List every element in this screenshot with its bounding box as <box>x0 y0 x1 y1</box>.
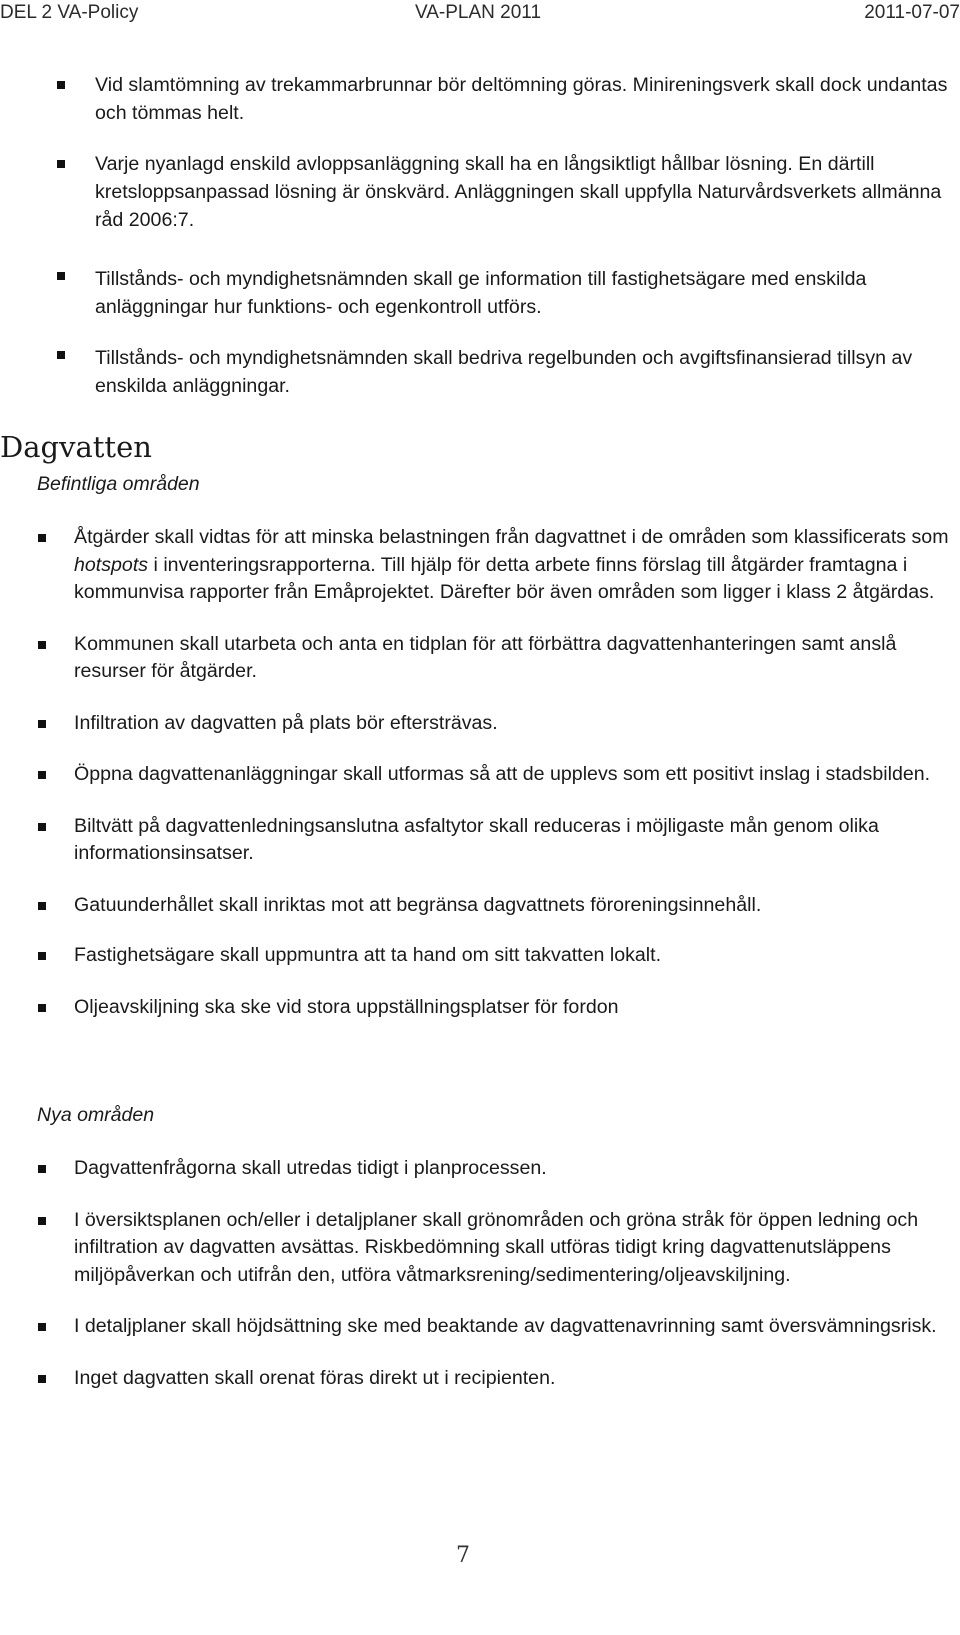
list-item <box>38 1207 958 1290</box>
bullet-square-icon <box>57 160 65 168</box>
list-item <box>38 631 958 686</box>
existing-areas-bullet-list <box>38 524 958 1021</box>
list-item-text: Tillstånds- och myndighetsnämnden skall bedriva regelbunden och avgiftsfinansierad tillsyn av enskilda anläggningar. <box>95 347 913 397</box>
list-item-text: Dagvattenfrågorna skall utredas tidigt i planprocessen. <box>74 1157 547 1179</box>
list-item-text: Inget dagvatten skall orenat föras direkt ut i recipienten. <box>74 1366 556 1389</box>
list-item-text: Tillstånds- och myndighetsnämnden skall ge information till fastighetsägare med enskilda anläggningar hur funktions- och egenkontroll utförs. <box>95 268 867 318</box>
list-item-text: Vid slamtömning av trekammarbrunnar bör deltömning göras. Minireningsverk skall dock undantas och tömmas helt. <box>95 74 948 124</box>
bullet-square-icon <box>38 952 46 960</box>
bullet-square-icon <box>38 1375 46 1383</box>
list-item <box>57 71 957 127</box>
subheading-new-areas: Nya områden <box>37 1104 155 1126</box>
list-item <box>57 265 957 321</box>
header-document-title: VA-PLAN 2011 <box>415 2 542 23</box>
bullet-square-icon <box>38 902 46 910</box>
list-item-text: Varje nyanlagd enskild avloppsanläggning skall ha en långsiktligt hållbar lösning. En därtill kretsloppsanpassad lösning är önskvärd. Anläggningen skall uppfylla Naturvårdsverkets allmänna råd 2006:7. <box>95 153 942 231</box>
list-item-text: Fastighetsägare skall uppmuntra att ta hand om sitt takvatten lokalt. <box>74 944 662 966</box>
list-item <box>57 344 957 400</box>
new-areas-bullet-list <box>38 1155 958 1392</box>
bullet-square-icon <box>38 1323 46 1331</box>
list-item <box>38 813 958 868</box>
list-item-text: I översiktsplanen och/eller i detaljplaner skall grönområden och gröna stråk för öppen ledning och infiltration av dagvatten avsättas. Riskbedömning skall utföras tidigt kring dagvattenutsläppens miljöpåverkan och utifrån den, utföra våtmarksrening/sedimentering/oljeavskiljning. <box>74 1208 919 1286</box>
list-item-text: Infiltration av dagvatten på plats bör eftersträvas. <box>74 711 498 734</box>
list-item <box>57 150 957 234</box>
bullet-square-icon <box>38 1165 46 1173</box>
bullet-square-icon <box>38 1004 46 1012</box>
list-item <box>38 761 958 789</box>
bullet-square-icon <box>57 351 65 359</box>
subheading-existing-areas: Befintliga områden <box>37 473 200 495</box>
bullet-square-icon <box>38 823 46 831</box>
list-item-text: I detaljplaner skall höjdsättning ske med beaktande av dagvattenavrinning samt översvämningsrisk. <box>74 1315 937 1337</box>
header-document-part: DEL 2 VA-Policy <box>0 2 139 23</box>
list-item <box>38 892 958 920</box>
bullet-square-icon <box>57 272 65 280</box>
header-date: 2011-07-07 <box>864 2 960 23</box>
bullet-square-icon <box>38 641 46 649</box>
list-item <box>38 524 958 607</box>
list-item-text <box>74 526 949 603</box>
list-item <box>38 942 958 970</box>
list-item-text: Gatuunderhållet skall inriktas mot att begränsa dagvattnets föroreningsinnehåll. <box>74 893 762 916</box>
sewage-bullet-list-continued <box>57 265 957 424</box>
bullet-square-icon <box>57 81 65 89</box>
emphasis-hotspots: hotspots <box>74 553 149 576</box>
list-item <box>38 994 958 1022</box>
text-run: i inventeringsrapporterna. Till hjälp för detta arbete finns förslag till åtgärder framtagna i kommunvisa rapporter från Emåprojektet. Därefter bör även områden som ligger i klass 2 åtgärdas. <box>74 553 935 603</box>
section-heading: Dagvatten <box>0 430 152 464</box>
list-item <box>38 710 958 738</box>
page-header <box>0 0 960 30</box>
list-item-text: Oljeavskiljning ska ske vid stora uppställningsplatser för fordon <box>74 995 619 1018</box>
list-item-text: Biltvätt på dagvattenledningsanslutna asfaltytor skall reduceras i möjligaste mån genom olika informationsinsatser. <box>74 814 879 864</box>
sewage-bullet-list <box>57 71 957 258</box>
text-run: Åtgärder skall vidtas för att minska belastningen från dagvattnet i de områden som klassificerats som <box>74 526 949 548</box>
bullet-square-icon <box>38 1217 46 1225</box>
bullet-square-icon <box>38 771 46 779</box>
bullet-square-icon <box>38 534 46 542</box>
list-item <box>38 1365 958 1393</box>
list-item-text: Kommunen skall utarbeta och anta en tidplan för att förbättra dagvattenhanteringen samt anslå resurser för åtgärder. <box>74 632 897 682</box>
list-item <box>38 1313 958 1341</box>
list-item-text: Öppna dagvattenanläggningar skall utformas så att de upplevs som ett positivt inslag i stadsbilden. <box>74 763 931 785</box>
list-item <box>38 1155 958 1183</box>
page-number: 7 <box>456 1543 470 1568</box>
bullet-square-icon <box>38 720 46 728</box>
